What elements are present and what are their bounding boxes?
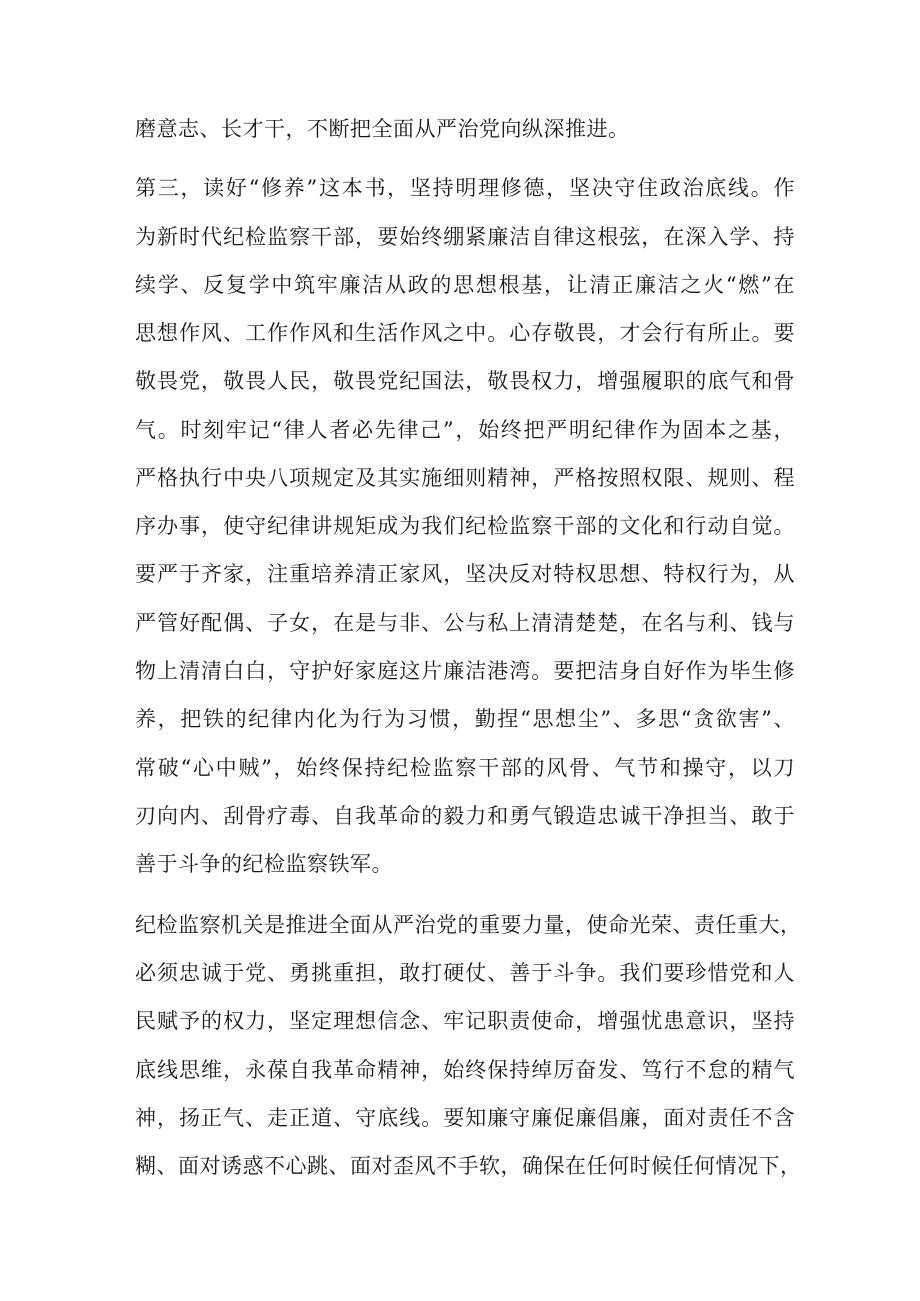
paragraph-line: 纪检监察机关是推进全面从严治党的重要力量，使命光荣、责任重大， (135, 913, 802, 937)
paragraph-line: 神，扬正气、走正道、守底线。要知廉守廉促廉倡廉，面对责任不含 (135, 1106, 795, 1130)
paragraph-line: 要严于齐家，注重培养清正家风，坚决反对特权思想、特权行为，从 (135, 562, 795, 586)
paragraph-line: 第三，读好“修养”这本书，坚持明理修德，坚决守住政治底线。作 (135, 176, 795, 200)
paragraph-line: 物上清清白白，守护好家庭这片廉洁港湾。要把洁身自好作为毕生修 (135, 659, 795, 683)
paragraph-line: 敬畏党，敬畏人民，敬畏党纪国法，敬畏权力，增强履职的底气和骨 (135, 369, 795, 393)
paragraph-line: 民赋予的权力，坚定理想信念、牢记职责使命，增强忧患意识，坚持 (135, 1009, 795, 1033)
paragraph-line: 必须忠诚于党、勇挑重担，敢打硬仗、善于斗争。我们要珍惜党和人 (135, 961, 795, 985)
paragraph-line: 为新时代纪检监察干部，要始终绷紧廉洁自律这根弦，在深入学、持 (135, 225, 795, 249)
paragraph-line: 底线思维，永葆自我革命精神，始终保持绰厉奋发、笃行不怠的精气 (135, 1058, 795, 1082)
paragraph-line: 思想作风、工作作风和生活作风之中。心存敬畏，才会行有所止。要 (135, 321, 795, 345)
paragraph-line: 严格执行中央八项规定及其实施细则精神，严格按照权限、规则、程 (135, 466, 795, 490)
paragraph-line: 养，把铁的纪律内化为行为习惯，勤捏“思想尘”、多思“贪欲害”、 (135, 707, 795, 731)
paragraph-line: 刃向内、刮骨疗毒、自我革命的毅力和勇气锻造忠诚干净担当、敢于 (135, 804, 795, 828)
paragraph-line: 气。时刻牢记“律人者必先律己”，始终把严明纪律作为固本之基， (135, 418, 795, 442)
paragraph-line: 序办事，使守纪律讲规矩成为我们纪检监察干部的文化和行动自觉。 (135, 514, 795, 538)
paragraph-line: 善于斗争的纪检监察铁军。 (135, 852, 393, 876)
paragraph-line: 糊、面对诱惑不心跳、面对歪风不手软，确保在任何时候任何情况下， (135, 1154, 802, 1178)
paragraph-line: 续学、反复学中筑牢廉洁从政的思想根基，让清正廉洁之火“燃”在 (135, 273, 795, 297)
paragraph-line: 严管好配偶、子女，在是与非、公与私上清清楚楚，在名与利、钱与 (135, 611, 795, 635)
paragraph-line: 磨意志、长才干，不断把全面从严治党向纵深推进。 (135, 117, 630, 141)
paragraph-line: 常破“心中贼”，始终保持纪检监察干部的风骨、气节和操守，以刀 (135, 756, 795, 780)
